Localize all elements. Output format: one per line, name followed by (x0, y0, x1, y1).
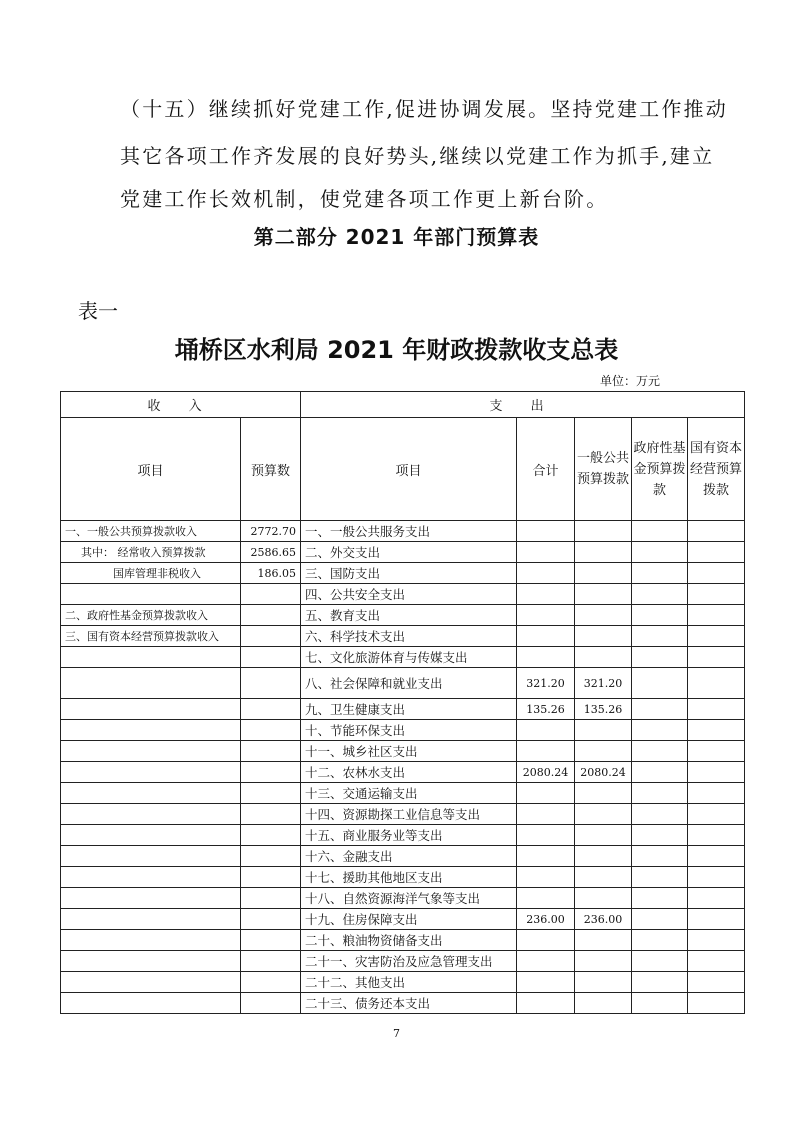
table-row (61, 972, 745, 993)
table-row (61, 626, 745, 647)
general-cell (575, 951, 632, 972)
paragraph-line-1: （十五）继续抓好党建工作,促进协调发展。坚持党建工作推动 (120, 97, 728, 121)
total-cell (517, 720, 575, 741)
general-cell (575, 888, 632, 909)
expense-item-cell: 十四、资源勘探工业信息等支出 (301, 804, 517, 825)
general-cell (575, 804, 632, 825)
income-value-cell (241, 951, 301, 972)
income-value-cell (241, 720, 301, 741)
total-cell: 236.00 (517, 909, 575, 930)
table-row (61, 783, 745, 804)
section-heading: 第二部分 2021 年部门预算表 (253, 225, 540, 249)
expense-item-cell: 十五、商业服务业等支出 (301, 825, 517, 846)
general-cell: 135.26 (575, 699, 632, 720)
page-number: 7 (393, 1027, 400, 1040)
fund-budget-header: 政府性基金预算拨款 (632, 418, 688, 521)
fund-cell (632, 993, 688, 1014)
fund-cell (632, 521, 688, 542)
state-cell (688, 563, 745, 584)
total-cell (517, 542, 575, 563)
fund-cell (632, 783, 688, 804)
general-cell (575, 647, 632, 668)
total-cell (517, 804, 575, 825)
total-cell: 2080.24 (517, 762, 575, 783)
total-cell (517, 972, 575, 993)
income-item-cell (61, 699, 241, 720)
table-row (61, 605, 745, 626)
income-value-cell (241, 804, 301, 825)
income-budget-header: 预算数 (241, 418, 301, 521)
income-item-cell (61, 804, 241, 825)
state-cell (688, 668, 745, 699)
total-cell (517, 521, 575, 542)
state-cell (688, 951, 745, 972)
fund-cell (632, 825, 688, 846)
table-row (61, 846, 745, 867)
income-value-cell (241, 846, 301, 867)
expense-item-cell: 二十三、债务还本支出 (301, 993, 517, 1014)
fund-cell (632, 563, 688, 584)
general-cell: 236.00 (575, 909, 632, 930)
table-row (61, 720, 745, 741)
general-cell (575, 605, 632, 626)
expense-item-cell: 六、科学技术支出 (301, 626, 517, 647)
income-item-cell: 其中： 经常收入预算拨款 (61, 542, 241, 563)
total-cell (517, 825, 575, 846)
income-item-cell (61, 846, 241, 867)
income-value-cell (241, 825, 301, 846)
expense-item-cell: 二十、粮油物资储备支出 (301, 930, 517, 951)
income-value-cell (241, 783, 301, 804)
total-cell (517, 846, 575, 867)
income-item-cell (61, 930, 241, 951)
fund-cell (632, 846, 688, 867)
general-cell (575, 825, 632, 846)
fund-cell (632, 804, 688, 825)
state-capital-header: 国有资本经营预算拨款 (688, 418, 745, 521)
total-cell (517, 993, 575, 1014)
income-item-cell: 二、政府性基金预算拨款收入 (61, 605, 241, 626)
table-row (61, 825, 745, 846)
table-row (61, 930, 745, 951)
state-cell (688, 972, 745, 993)
total-cell (517, 930, 575, 951)
expense-item-cell: 十、节能环保支出 (301, 720, 517, 741)
paragraph-line-3: 党建工作长效机制，使党建各项工作更上新台阶。 (120, 187, 609, 211)
income-value-cell (241, 972, 301, 993)
fund-cell (632, 762, 688, 783)
income-item-cell (61, 867, 241, 888)
state-cell (688, 647, 745, 668)
fund-cell (632, 720, 688, 741)
income-value-cell (241, 605, 301, 626)
fund-cell (632, 542, 688, 563)
income-item-cell (61, 993, 241, 1014)
expense-item-cell: 五、教育支出 (301, 605, 517, 626)
expense-item-cell: 十一、城乡社区支出 (301, 741, 517, 762)
table-row (61, 888, 745, 909)
table-label: 表一 (78, 299, 118, 323)
fund-cell (632, 668, 688, 699)
table-row (61, 563, 745, 584)
expense-item-cell: 七、文化旅游体育与传媒支出 (301, 647, 517, 668)
income-item-cell (61, 909, 241, 930)
general-cell (575, 720, 632, 741)
total-cell (517, 741, 575, 762)
paragraph-line-2: 其它各项工作齐发展的良好势头,继续以党建工作为抓手,建立 (120, 144, 715, 168)
income-item-cell (61, 741, 241, 762)
income-value-cell (241, 668, 301, 699)
income-item-cell (61, 647, 241, 668)
expense-item-cell: 十六、金融支出 (301, 846, 517, 867)
state-cell (688, 930, 745, 951)
income-value-cell (241, 699, 301, 720)
unit-label: 单位：万元 (600, 374, 661, 388)
total-cell: 321.20 (517, 668, 575, 699)
table-row (61, 668, 745, 699)
expense-item-cell: 十三、交通运输支出 (301, 783, 517, 804)
fund-cell (632, 951, 688, 972)
income-item-cell: 一、一般公共预算拨款收入 (61, 521, 241, 542)
state-cell (688, 846, 745, 867)
table-row (61, 521, 745, 542)
income-value-cell (241, 909, 301, 930)
income-item-cell: 三、国有资本经营预算拨款收入 (61, 626, 241, 647)
general-cell (575, 521, 632, 542)
state-cell (688, 699, 745, 720)
income-value-cell: 2772.70 (241, 521, 301, 542)
state-cell (688, 804, 745, 825)
expense-item-cell: 九、卫生健康支出 (301, 699, 517, 720)
income-item-cell (61, 783, 241, 804)
total-cell (517, 626, 575, 647)
state-cell (688, 825, 745, 846)
expense-item-header: 项目 (301, 418, 517, 521)
expense-item-cell: 八、社会保障和就业支出 (301, 668, 517, 699)
state-cell (688, 993, 745, 1014)
income-item-cell (61, 668, 241, 699)
expense-item-cell: 十九、住房保障支出 (301, 909, 517, 930)
income-item-cell (61, 584, 241, 605)
table-title: 埇桥区水利局 2021 年财政拨款收支总表 (174, 336, 619, 364)
general-cell (575, 972, 632, 993)
income-value-cell (241, 647, 301, 668)
state-cell (688, 521, 745, 542)
total-cell (517, 888, 575, 909)
table-header-row (61, 418, 745, 521)
total-cell (517, 584, 575, 605)
expense-item-cell: 一、一般公共服务支出 (301, 521, 517, 542)
income-header: 收 入 (61, 392, 301, 418)
expense-item-cell: 四、公共安全支出 (301, 584, 517, 605)
fund-cell (632, 741, 688, 762)
income-item-cell: 国库管理非税收入 (61, 563, 241, 584)
fund-cell (632, 647, 688, 668)
state-cell (688, 626, 745, 647)
state-cell (688, 867, 745, 888)
table-row (61, 647, 745, 668)
income-value-cell: 2586.65 (241, 542, 301, 563)
income-value-cell (241, 867, 301, 888)
income-value-cell (241, 762, 301, 783)
fund-cell (632, 888, 688, 909)
general-cell (575, 993, 632, 1014)
income-item-cell (61, 888, 241, 909)
total-cell (517, 563, 575, 584)
income-item-cell (61, 972, 241, 993)
general-cell (575, 867, 632, 888)
table-row (61, 867, 745, 888)
general-cell: 321.20 (575, 668, 632, 699)
state-cell (688, 888, 745, 909)
state-cell (688, 783, 745, 804)
total-cell (517, 951, 575, 972)
fund-cell (632, 584, 688, 605)
fund-cell (632, 930, 688, 951)
income-item-cell (61, 762, 241, 783)
total-cell (517, 783, 575, 804)
table-row (61, 542, 745, 563)
state-cell (688, 762, 745, 783)
table-header-group-row (61, 392, 745, 418)
fund-cell (632, 699, 688, 720)
table-row (61, 584, 745, 605)
general-budget-header: 一般公共预算拨款 (575, 418, 632, 521)
table-row (61, 804, 745, 825)
fund-cell (632, 909, 688, 930)
income-value-cell (241, 741, 301, 762)
state-cell (688, 909, 745, 930)
income-value-cell (241, 993, 301, 1014)
table-row (61, 951, 745, 972)
income-item-cell (61, 951, 241, 972)
general-cell (575, 626, 632, 647)
general-cell (575, 846, 632, 867)
income-item-cell (61, 825, 241, 846)
table-row (61, 741, 745, 762)
table-row (61, 762, 745, 783)
income-item-header: 项目 (61, 418, 241, 521)
table-row (61, 909, 745, 930)
state-cell (688, 605, 745, 626)
income-value-cell: 186.05 (241, 563, 301, 584)
state-cell (688, 720, 745, 741)
general-cell (575, 584, 632, 605)
fund-cell (632, 626, 688, 647)
fund-cell (632, 605, 688, 626)
general-cell (575, 563, 632, 584)
general-cell (575, 930, 632, 951)
expense-item-cell: 三、国防支出 (301, 563, 517, 584)
income-value-cell (241, 930, 301, 951)
state-cell (688, 584, 745, 605)
expense-item-cell: 十八、自然资源海洋气象等支出 (301, 888, 517, 909)
general-cell (575, 783, 632, 804)
total-cell (517, 647, 575, 668)
expense-item-cell: 二、外交支出 (301, 542, 517, 563)
table-row (61, 699, 745, 720)
general-cell (575, 542, 632, 563)
state-cell (688, 542, 745, 563)
total-cell (517, 605, 575, 626)
general-cell: 2080.24 (575, 762, 632, 783)
expense-item-cell: 十七、援助其他地区支出 (301, 867, 517, 888)
expense-item-cell: 十二、农林水支出 (301, 762, 517, 783)
total-cell: 135.26 (517, 699, 575, 720)
fund-cell (632, 867, 688, 888)
total-cell (517, 867, 575, 888)
fund-cell (632, 972, 688, 993)
expense-item-cell: 二十二、其他支出 (301, 972, 517, 993)
table-row (61, 993, 745, 1014)
income-value-cell (241, 888, 301, 909)
income-item-cell (61, 720, 241, 741)
budget-table (60, 391, 745, 1014)
expense-header: 支 出 (301, 392, 745, 418)
income-value-cell (241, 584, 301, 605)
income-value-cell (241, 626, 301, 647)
state-cell (688, 741, 745, 762)
expense-item-cell: 二十一、灾害防治及应急管理支出 (301, 951, 517, 972)
general-cell (575, 741, 632, 762)
total-header: 合计 (517, 418, 575, 521)
